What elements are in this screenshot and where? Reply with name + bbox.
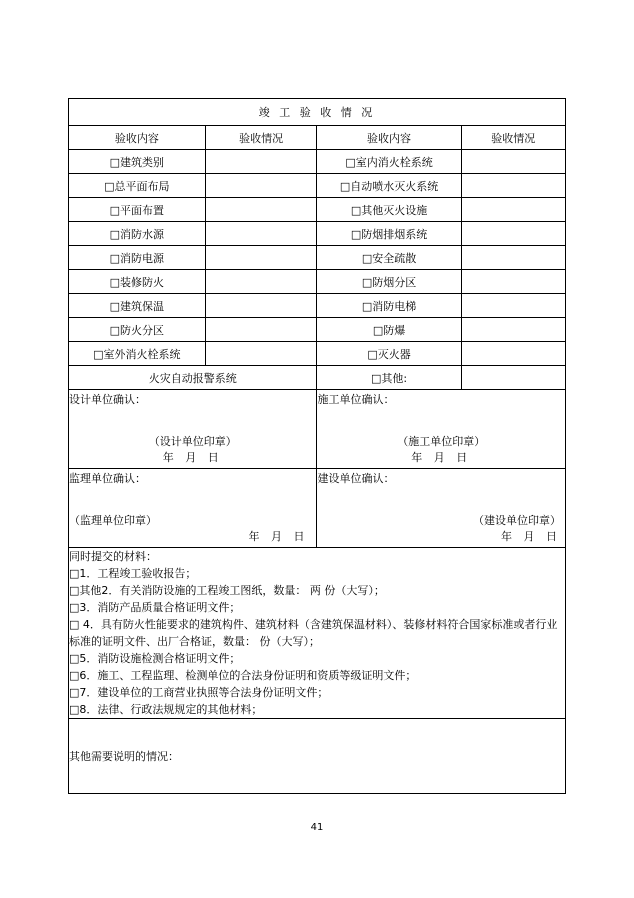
- submitted-materials-cell: [69, 548, 566, 719]
- material-item[interactable]: □ 4．具有防火性能要求的建筑构件、建筑材料（含建筑保温材料）、装修材料符合国家标准或者行业标准的证明文件、出厂合格证，数量： 份（大写）；: [69, 618, 558, 648]
- other-notes-cell[interactable]: [69, 719, 566, 794]
- owner-unit-seal-area: [317, 513, 565, 545]
- construction-unit-seal-label: （施工单位印章）: [397, 435, 486, 448]
- item-value-left[interactable]: [205, 270, 317, 294]
- item-value-left[interactable]: [205, 342, 317, 366]
- column-header-status-1: 验收情况: [205, 126, 317, 150]
- item-label-left: □建筑保温: [69, 294, 206, 318]
- form-sheet: [68, 98, 566, 794]
- other-notes-heading: 其他需要说明的情况：: [69, 750, 179, 763]
- item-label-left: □平面布置: [69, 198, 206, 222]
- supervision-unit-seal-label: （监理单位印章）: [69, 514, 157, 527]
- construction-unit-date[interactable]: 年 月 日: [411, 451, 472, 464]
- materials-heading: 同时提交的材料：: [69, 550, 157, 563]
- table-row: [69, 270, 566, 294]
- design-unit-confirmation[interactable]: [69, 390, 317, 469]
- table-row: [69, 366, 566, 390]
- item-label-left: □消防电源: [69, 246, 206, 270]
- form-title: 竣 工 验 收 情 况: [69, 99, 566, 126]
- item-value-right[interactable]: [461, 222, 565, 246]
- material-item[interactable]: □1．工程竣工验收报告；: [69, 567, 197, 580]
- item-value-right[interactable]: [461, 270, 565, 294]
- table-row: [69, 294, 566, 318]
- item-label-right: □其他:: [317, 366, 461, 390]
- item-label-right: □自动喷水灭火系统: [317, 174, 461, 198]
- column-header-content-1: 验收内容: [69, 126, 206, 150]
- construction-unit-confirmation[interactable]: [317, 390, 566, 469]
- supervision-unit-confirmation[interactable]: [69, 469, 317, 548]
- table-row: [69, 174, 566, 198]
- construction-unit-heading: 施工单位确认：: [317, 393, 395, 406]
- table-row: [69, 342, 566, 366]
- item-value-right[interactable]: [461, 318, 565, 342]
- supervision-unit-seal-area: [69, 513, 316, 545]
- item-value-left[interactable]: [205, 150, 317, 174]
- supervision-unit-date[interactable]: 年 月 日: [248, 530, 309, 543]
- material-item[interactable]: □5．消防设施检测合格证明文件；: [69, 652, 241, 665]
- column-header-content-2: 验收内容: [317, 126, 461, 150]
- material-item[interactable]: □6．施工、工程监理、检测单位的合法身份证明和资质等级证明文件；: [69, 669, 417, 682]
- item-value-left[interactable]: [205, 222, 317, 246]
- item-value-left[interactable]: [205, 246, 317, 270]
- column-header-status-2: 验收情况: [461, 126, 565, 150]
- item-value-left[interactable]: [205, 294, 317, 318]
- design-unit-heading: 设计单位确认：: [69, 393, 146, 406]
- item-value-right[interactable]: [461, 150, 565, 174]
- item-value-right[interactable]: [461, 342, 565, 366]
- design-unit-seal-label: （设计单位印章）: [148, 435, 237, 448]
- table-row: [69, 222, 566, 246]
- item-label-left: □室外消火栓系统: [69, 342, 206, 366]
- owner-unit-heading: 建设单位确认：: [317, 472, 395, 485]
- item-label-right: □安全疏散: [317, 246, 461, 270]
- page-number: 41: [310, 822, 324, 833]
- confirmation-row-1: [69, 390, 566, 469]
- material-item[interactable]: □7．建设单位的工商营业执照等合法身份证明文件；: [69, 686, 329, 699]
- item-value-right[interactable]: [461, 174, 565, 198]
- item-value-right[interactable]: [461, 198, 565, 222]
- item-label-right: □防烟分区: [317, 270, 461, 294]
- material-item[interactable]: □3．消防产品质量合格证明文件；: [69, 601, 241, 614]
- item-value-left[interactable]: [205, 318, 317, 342]
- owner-unit-date[interactable]: 年 月 日: [501, 530, 561, 543]
- item-value-right[interactable]: [461, 294, 565, 318]
- owner-unit-seal-label: （建设单位印章）: [473, 514, 561, 527]
- item-value-right[interactable]: [461, 246, 565, 270]
- item-value-right[interactable]: [461, 366, 565, 390]
- materials-row: [69, 548, 566, 719]
- design-unit-seal-area: [69, 434, 316, 466]
- owner-unit-confirmation[interactable]: [317, 469, 566, 548]
- table-row: [69, 150, 566, 174]
- item-label-left: □总平面布局: [69, 174, 206, 198]
- design-unit-date[interactable]: 年 月 日: [162, 451, 223, 464]
- item-label-left: □建筑类别: [69, 150, 206, 174]
- item-label-left: 火灾自动报警系统: [69, 366, 317, 390]
- item-label-right: □室内消火栓系统: [317, 150, 461, 174]
- item-label-left: □装修防火: [69, 270, 206, 294]
- confirmation-row-2: [69, 469, 566, 548]
- construction-unit-seal-area: [317, 434, 565, 466]
- item-label-right: □其他灭火设施: [317, 198, 461, 222]
- table-row: [69, 246, 566, 270]
- table-title-row: [69, 99, 566, 126]
- completion-acceptance-table: [68, 98, 566, 794]
- item-label-right: □灭火器: [317, 342, 461, 366]
- table-header-row: [69, 126, 566, 150]
- supervision-unit-heading: 监理单位确认：: [69, 472, 146, 485]
- item-label-right: □消防电梯: [317, 294, 461, 318]
- material-item[interactable]: □其他2．有关消防设施的工程竣工图纸，数量： 两 份（大写）；: [69, 584, 385, 597]
- item-label-right: □防烟排烟系统: [317, 222, 461, 246]
- item-label-right: □防爆: [317, 318, 461, 342]
- table-row: [69, 318, 566, 342]
- item-label-left: □防火分区: [69, 318, 206, 342]
- item-label-left: □消防水源: [69, 222, 206, 246]
- other-notes-row: [69, 719, 566, 794]
- item-value-left[interactable]: [205, 198, 317, 222]
- item-value-left[interactable]: [205, 174, 317, 198]
- table-row: [69, 198, 566, 222]
- material-item[interactable]: □8．法律、行政法规规定的其他材料；: [69, 703, 263, 716]
